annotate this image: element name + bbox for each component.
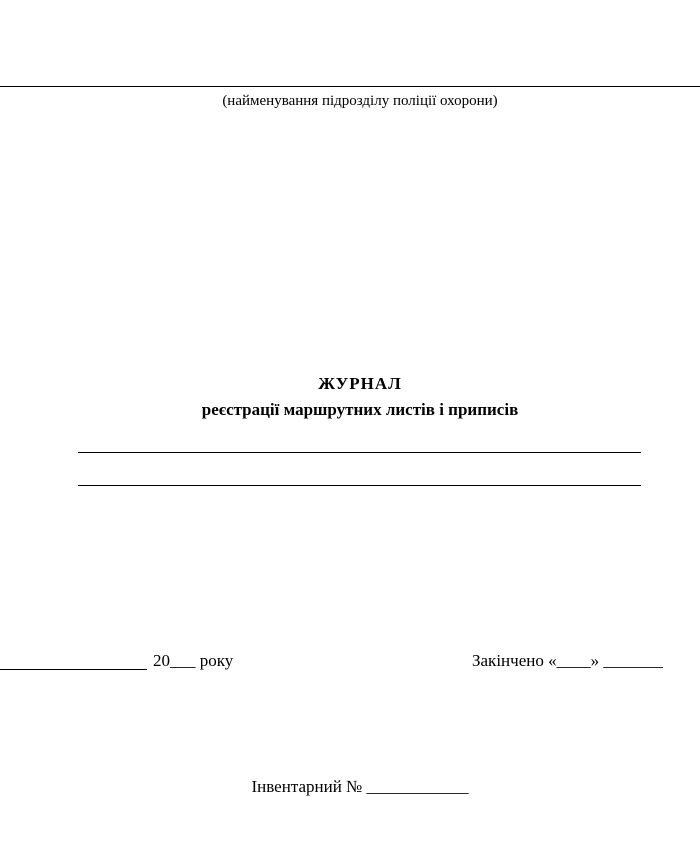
unit-name-line <box>0 86 700 87</box>
journal-subtitle: реєстрації маршрутних листів і приписів <box>201 400 519 419</box>
start-date-blank <box>0 669 147 670</box>
start-date-year: 20___ року <box>153 651 234 670</box>
finished-date: Закінчено «____» _______ <box>472 651 663 670</box>
journal-title: ЖУРНАЛ <box>318 374 402 393</box>
blank-line-1 <box>78 452 641 453</box>
inventory-number: Інвентарний № ____________ <box>251 777 469 796</box>
blank-line-2 <box>78 485 641 486</box>
unit-name-caption: (найменування підрозділу поліції охорони) <box>222 93 498 109</box>
